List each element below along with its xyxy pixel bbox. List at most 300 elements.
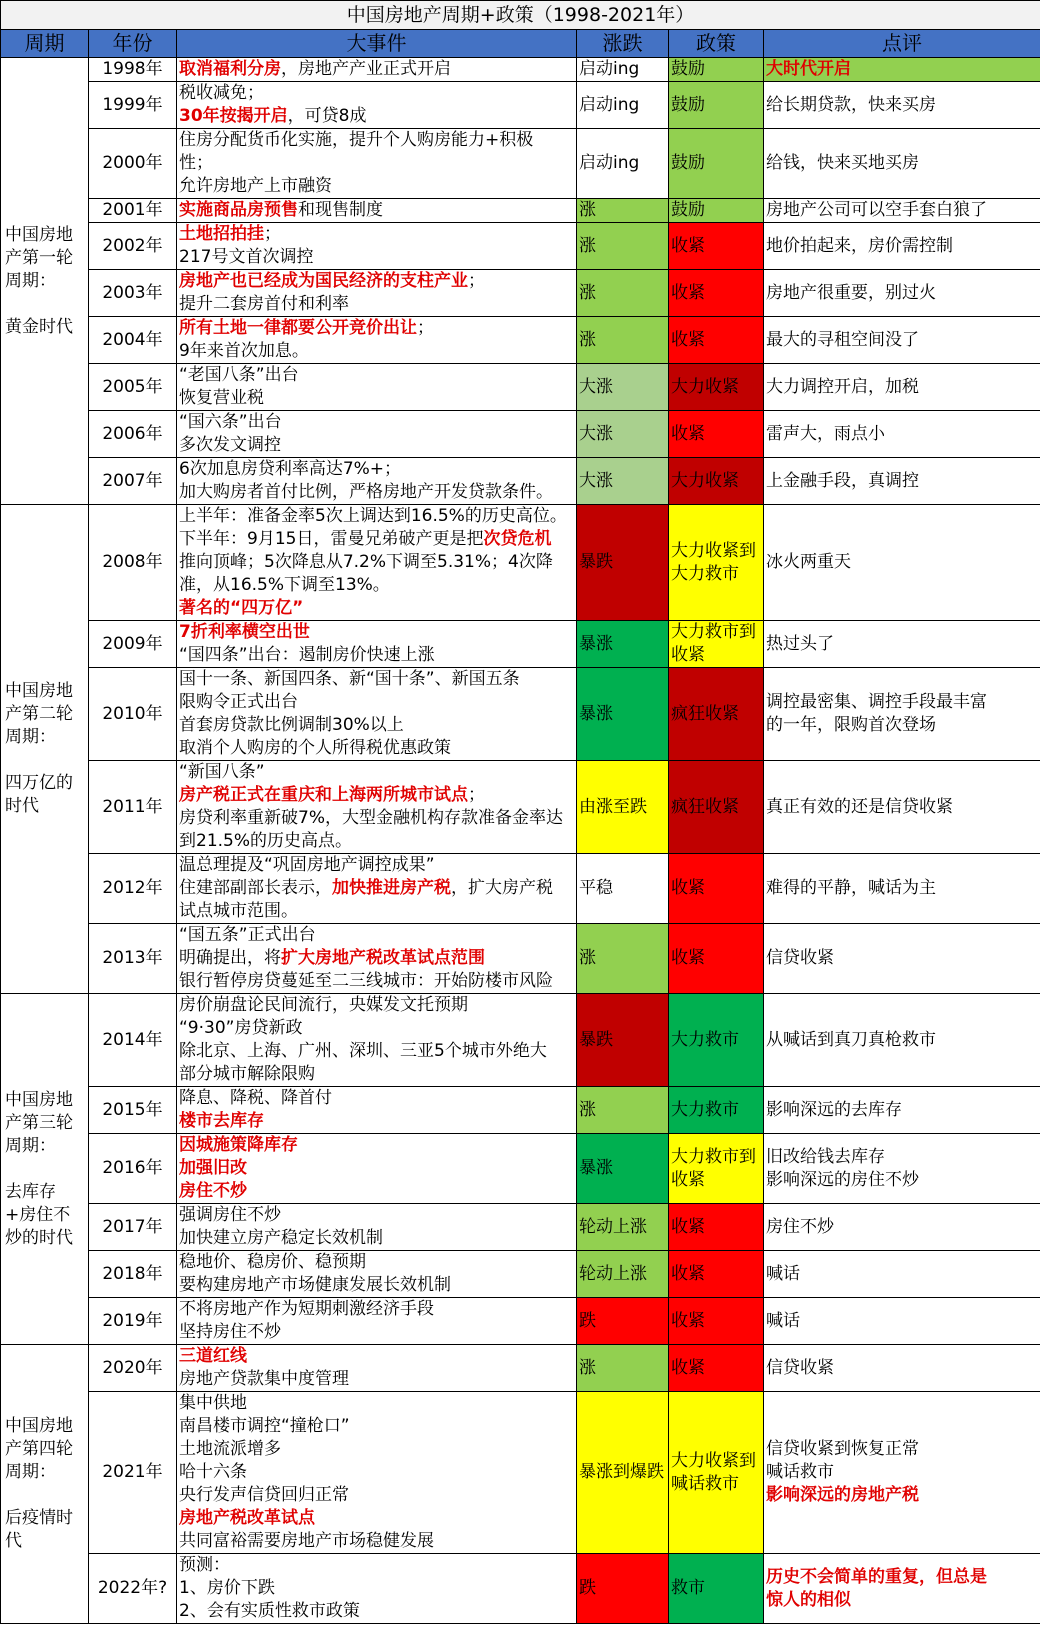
plain-text: 除北京、上海、广州、深圳、三亚5个城市外绝大: [179, 1041, 547, 1061]
highlighted-text: 房住不炒: [179, 1181, 247, 1201]
plain-text: “国六条”出台: [179, 412, 282, 432]
year-cell: 2020年: [89, 1345, 177, 1392]
comment-cell: [764, 1345, 1040, 1392]
trend-cell: 暴跌: [577, 994, 669, 1087]
plain-text: “9·30”房贷新政: [179, 1018, 303, 1038]
policy-cell: 大力救市: [669, 994, 764, 1087]
plain-text: 房贷利率重新破7%，大型金融机构存款准备金率达: [179, 808, 563, 828]
plain-text: 试点城市范围。: [179, 901, 298, 921]
header-trend: 涨跌: [577, 30, 669, 58]
trend-cell: 由涨至跌: [577, 761, 669, 854]
events-cell: [177, 621, 577, 668]
text-line: [179, 1554, 574, 1577]
plain-text: 提升二套房首付和利率: [179, 294, 349, 314]
comment-cell: [764, 270, 1040, 317]
trend-cell: 涨: [577, 317, 669, 364]
text-line: [766, 423, 1038, 446]
events-cell: [177, 364, 577, 411]
plain-text: 喊话救市: [766, 1462, 834, 1482]
trend-cell: 涨: [577, 1087, 669, 1134]
cycle-label: 中国房地产第一轮周期： 黄金时代: [5, 224, 73, 337]
text-line: [179, 364, 574, 387]
policy-cell: 鼓励: [669, 129, 764, 199]
plain-text: 温总理提及“巩固房地产调控成果”: [179, 855, 435, 875]
cycle-cell: [1, 1345, 89, 1624]
comment-cell: [764, 1251, 1040, 1298]
policy-cell: 收紧: [669, 1345, 764, 1392]
plain-text: 加快建立房产稳定长效机制: [179, 1228, 383, 1248]
table-row: [1, 58, 1040, 82]
plain-text: 房价崩盘论民间流行，央媒发文托预期: [179, 995, 468, 1015]
comment-cell: [764, 129, 1040, 199]
text-line: [766, 633, 1038, 656]
header-events: 大事件: [177, 30, 577, 58]
plain-text: “国五条”正式出台: [179, 925, 316, 945]
plain-text: 要构建房地产市场健康发展长效机制: [179, 1275, 451, 1295]
plain-text: 给长期贷款，快来买房: [766, 94, 936, 115]
text-line: [766, 470, 1038, 493]
table-row: [1, 1345, 1040, 1392]
plain-text: ；: [468, 271, 485, 291]
comment-cell: [764, 364, 1040, 411]
plain-text: 房地产贷款集中度管理: [179, 1369, 349, 1389]
text-line: [766, 796, 1038, 819]
text-line: [179, 82, 574, 105]
plain-text: 预测：: [179, 1555, 230, 1575]
plain-text: 不将房地产作为短期刺激经济手段: [179, 1299, 434, 1319]
plain-text: 首套房贷款比例调制30%以上: [179, 715, 404, 735]
events-cell: [177, 1134, 577, 1204]
plain-text: 南昌楼市调控“撞枪口”: [179, 1416, 350, 1436]
highlighted-text: 加强旧改: [179, 1158, 247, 1178]
policy-cell: 收紧: [669, 854, 764, 924]
comment-cell: [764, 1554, 1040, 1624]
policy-cell: 大力救市到收紧: [669, 1134, 764, 1204]
text-line: [179, 1274, 574, 1297]
text-line: [766, 714, 1038, 737]
policy-cell: 大力收紧: [669, 458, 764, 505]
plain-text: 和现售制度: [298, 200, 383, 220]
text-line: [179, 246, 574, 269]
plain-text: 地价拍起来，房价需控制: [766, 235, 953, 256]
trend-cell: 暴涨: [577, 1134, 669, 1204]
plain-text: 旧改给钱去库存: [766, 1146, 885, 1167]
year-cell: 1998年: [89, 58, 177, 82]
table-row: [1, 994, 1040, 1087]
plain-text: 信贷收紧: [766, 948, 834, 968]
comment-cell: [764, 994, 1040, 1087]
plain-text: 大力调控开启，加税: [766, 376, 919, 397]
plain-text: 住建部副部长表示，: [179, 878, 332, 898]
text-line: [179, 481, 574, 504]
text-line: [179, 1368, 574, 1391]
comment-cell: [764, 1087, 1040, 1134]
year-cell: 2004年: [89, 317, 177, 364]
plain-text: 房住不炒: [766, 1216, 834, 1237]
plain-text: 2、会有实质性救市政策: [179, 1601, 360, 1621]
text-line: [179, 784, 574, 807]
highlighted-text: 次贷危机: [483, 529, 552, 549]
comment-cell: [764, 458, 1040, 505]
text-line: [179, 737, 574, 760]
text-line: [766, 94, 1038, 117]
plain-text: ，扩大房产税: [451, 878, 553, 898]
plain-text: 多次发文调控: [179, 435, 281, 455]
text-line: [179, 900, 574, 923]
policy-cell: 收紧: [669, 924, 764, 994]
text-line: [766, 877, 1038, 900]
events-cell: [177, 129, 577, 199]
text-line: [179, 714, 574, 737]
text-line: [766, 1357, 1038, 1380]
trend-cell: 大涨: [577, 411, 669, 458]
table-row: [1, 1204, 1040, 1251]
text-line: [179, 105, 574, 128]
policy-cell: 疯狂收紧: [669, 668, 764, 761]
highlighted-text: 楼市去库存: [179, 1111, 264, 1131]
text-line: [179, 1577, 574, 1600]
plain-text: 真正有效的还是信贷收紧: [766, 796, 953, 817]
year-cell: 1999年: [89, 82, 177, 129]
text-line: [179, 551, 574, 574]
trend-cell: 涨: [577, 199, 669, 223]
trend-cell: 轮动上涨: [577, 1251, 669, 1298]
highlighted-text: 土地招拍挂: [179, 224, 264, 244]
trend-cell: 大涨: [577, 458, 669, 505]
plain-text: “国四条”出台：遏制房价快速上涨: [179, 645, 435, 665]
trend-cell: 启动ing: [577, 82, 669, 129]
plain-text: 难得的平静，喊话为主: [766, 878, 936, 898]
plain-text: 喊话: [766, 1310, 800, 1331]
events-cell: [177, 1087, 577, 1134]
text-line: [179, 924, 574, 947]
year-cell: 2015年: [89, 1087, 177, 1134]
text-line: [179, 994, 574, 1017]
plain-text: 9年来首次加息。: [179, 341, 309, 361]
policy-cell: 救市: [669, 1554, 764, 1624]
table-row: [1, 199, 1040, 223]
cycle-label: 中国房地产第三轮周期： 去库存+房住不炒的时代: [5, 1089, 73, 1248]
text-line: [179, 1600, 574, 1623]
plain-text: 从喊话到真刀真枪救市: [766, 1029, 936, 1050]
plain-text: 房地产公司可以空手套白狼了: [766, 200, 987, 220]
comment-cell: [764, 1392, 1040, 1554]
text-line: [179, 644, 574, 667]
events-cell: [177, 411, 577, 458]
text-line: [179, 1461, 574, 1484]
table-row: [1, 854, 1040, 924]
plain-text: 准，从16.5%下调至13%。: [179, 575, 390, 595]
cycle-cell: [1, 58, 89, 505]
text-line: [766, 376, 1038, 399]
highlighted-text: 大时代开启: [766, 59, 851, 79]
highlighted-text: 扩大房地产税改革试点范围: [281, 948, 485, 968]
table-row: [1, 621, 1040, 668]
text-line: [766, 1029, 1038, 1052]
text-line: [766, 1589, 1038, 1612]
plain-text: 热过头了: [766, 633, 834, 654]
events-cell: [177, 854, 577, 924]
events-cell: [177, 82, 577, 129]
header-year: 年份: [89, 30, 177, 58]
text-line: [766, 1216, 1038, 1239]
plain-text: 影响深远的去库存: [766, 1099, 902, 1120]
text-line: [179, 597, 574, 620]
text-line: [179, 199, 574, 222]
plain-text: 217号文首次调控: [179, 247, 314, 267]
text-line: [179, 58, 574, 81]
table-row: [1, 270, 1040, 317]
comment-cell: [764, 199, 1040, 223]
year-cell: 2021年: [89, 1392, 177, 1554]
text-line: [766, 551, 1038, 574]
plain-text: 冰火两重天: [766, 552, 851, 572]
policy-cell: 收紧: [669, 270, 764, 317]
year-cell: 2005年: [89, 364, 177, 411]
year-cell: 2017年: [89, 1204, 177, 1251]
text-line: [179, 761, 574, 784]
comment-cell: [764, 82, 1040, 129]
year-cell: 2013年: [89, 924, 177, 994]
year-cell: 2019年: [89, 1298, 177, 1345]
highlighted-text: 房地产也已经成为国民经济的支柱产业: [179, 271, 468, 291]
highlighted-text: 三道红线: [179, 1346, 247, 1366]
text-line: [179, 1530, 574, 1553]
text-line: [179, 1157, 574, 1180]
events-cell: [177, 58, 577, 82]
text-line: [766, 1263, 1038, 1286]
plain-text: 住房分配货币化实施，提升个人购房能力+积极: [179, 130, 534, 150]
cycle-label: 中国房地产第四轮周期： 后疫情时代: [5, 1416, 73, 1551]
text-line: [179, 528, 574, 551]
year-cell: 2002年: [89, 223, 177, 270]
comment-cell: [764, 505, 1040, 621]
comment-cell: [764, 854, 1040, 924]
text-line: [766, 1461, 1038, 1484]
plain-text: 性；: [179, 153, 213, 173]
text-line: [179, 223, 574, 246]
year-cell: 2000年: [89, 129, 177, 199]
header-policy: 政策: [669, 30, 764, 58]
policy-cell: 收紧: [669, 1298, 764, 1345]
plain-text: 下半年：9月15日，雷曼兄弟破产更是把: [179, 529, 484, 549]
text-line: [179, 1484, 574, 1507]
text-line: [179, 152, 574, 175]
plain-text: 恢复营业税: [179, 388, 264, 408]
trend-cell: 暴跌: [577, 505, 669, 621]
plain-text: 调控最密集、调控手段最丰富: [766, 692, 987, 712]
text-line: [179, 1204, 574, 1227]
comment-cell: [764, 621, 1040, 668]
text-line: [179, 411, 574, 434]
text-line: [179, 1063, 574, 1086]
text-line: [179, 854, 574, 877]
table-row: [1, 364, 1040, 411]
plain-text: 上金融手段，真调控: [766, 470, 919, 491]
plain-text: 坚持房住不炒: [179, 1322, 281, 1342]
policy-cell: 鼓励: [669, 199, 764, 223]
plain-text: 最大的寻租空间没了: [766, 329, 919, 350]
text-line: [766, 1099, 1038, 1122]
highlighted-text: 所有土地一律都要公开竞价出让: [179, 318, 417, 338]
text-line: [179, 1392, 574, 1415]
text-line: [179, 340, 574, 363]
events-cell: [177, 1554, 577, 1624]
policy-cell: 疯狂收紧: [669, 761, 764, 854]
plain-text: 到21.5%的历史高点。: [179, 831, 353, 851]
text-line: [179, 293, 574, 316]
highlighted-text: 房产税正式在重庆和上海两所城市试点: [179, 785, 468, 805]
events-cell: [177, 458, 577, 505]
text-line: [766, 235, 1038, 258]
year-cell: 2022年?: [89, 1554, 177, 1624]
highlighted-text: 房地产税改革试点: [179, 1508, 315, 1528]
table-row: [1, 761, 1040, 854]
plain-text: 共同富裕需要房地产市场稳健发展: [179, 1531, 434, 1551]
trend-cell: 启动ing: [577, 58, 669, 82]
table-row: [1, 223, 1040, 270]
plain-text: 部分城市解除限购: [179, 1064, 315, 1084]
events-cell: [177, 924, 577, 994]
text-line: [179, 1110, 574, 1133]
table-row: [1, 411, 1040, 458]
events-cell: [177, 668, 577, 761]
trend-cell: 涨: [577, 270, 669, 317]
plain-text: ；: [264, 224, 281, 244]
text-line: [179, 1507, 574, 1530]
table-row: [1, 924, 1040, 994]
events-cell: [177, 1345, 577, 1392]
comment-cell: [764, 1298, 1040, 1345]
policy-cell: 大力收紧到大力救市: [669, 505, 764, 621]
text-line: [179, 1345, 574, 1368]
plain-text: 信贷收紧: [766, 1357, 834, 1378]
table-row: [1, 1554, 1040, 1624]
table-row: [1, 505, 1040, 621]
header-comment: 点评: [764, 30, 1040, 58]
text-line: [179, 621, 574, 644]
trend-cell: 涨: [577, 1345, 669, 1392]
plain-text: 给钱，快来买地买房: [766, 153, 919, 173]
text-line: [179, 691, 574, 714]
text-line: [179, 1040, 574, 1063]
table-row: [1, 82, 1040, 129]
plain-text: 集中供地: [179, 1393, 247, 1413]
text-line: [766, 691, 1038, 714]
comment-cell: [764, 761, 1040, 854]
cycle-cell: [1, 505, 89, 994]
plain-text: ，可贷8成: [287, 106, 367, 126]
events-cell: [177, 1392, 577, 1554]
table-row: [1, 458, 1040, 505]
text-line: [179, 1180, 574, 1203]
plain-text: 影响深远的房住不炒: [766, 1169, 919, 1190]
text-line: [179, 387, 574, 410]
plain-text: 6次加息房贷利率高达7%+；: [179, 459, 402, 479]
text-line: [179, 1321, 574, 1344]
text-line: [179, 175, 574, 198]
text-line: [179, 129, 574, 152]
text-line: [179, 807, 574, 830]
text-line: [179, 1087, 574, 1110]
plain-text: 限购令正式出台: [179, 692, 298, 712]
table-row: [1, 1392, 1040, 1554]
policy-cell: 鼓励: [669, 58, 764, 82]
plain-text: 喊话: [766, 1263, 800, 1284]
cycle-label: 中国房地产第二轮周期： 四万亿的时代: [5, 681, 73, 816]
plain-text: 雷声大，雨点小: [766, 423, 885, 444]
events-cell: [177, 1204, 577, 1251]
policy-cell: 收紧: [669, 317, 764, 364]
plain-text: ；: [468, 785, 485, 805]
plain-text: 降息、降税、降首付: [179, 1088, 332, 1108]
plain-text: 强调房住不炒: [179, 1205, 281, 1225]
text-line: [179, 830, 574, 853]
plain-text: 1、房价下跌: [179, 1578, 275, 1598]
plain-text: ；: [417, 318, 434, 338]
highlighted-text: 7折利率横空出世: [179, 622, 310, 642]
trend-cell: 大涨: [577, 364, 669, 411]
text-line: [179, 574, 574, 597]
trend-cell: 平稳: [577, 854, 669, 924]
header-row: [1, 30, 1040, 58]
year-cell: 2010年: [89, 668, 177, 761]
year-cell: 2003年: [89, 270, 177, 317]
policy-cell: 大力救市到收紧: [669, 621, 764, 668]
year-cell: 2018年: [89, 1251, 177, 1298]
table-row: [1, 668, 1040, 761]
plain-text: 推向顶峰；5次降息从7.2%下调至5.31%；4次降: [179, 552, 553, 572]
text-line: [766, 1438, 1038, 1461]
policy-cell: 大力救市: [669, 1087, 764, 1134]
policy-cell: 收紧: [669, 1251, 764, 1298]
trend-cell: 跌: [577, 1554, 669, 1624]
trend-cell: 轮动上涨: [577, 1204, 669, 1251]
trend-cell: 启动ing: [577, 129, 669, 199]
plain-text: “新国八条”: [179, 762, 265, 782]
text-line: [766, 282, 1038, 305]
text-line: [179, 317, 574, 340]
highlighted-text: 惊人的相似: [766, 1589, 851, 1610]
plain-text: 哈十六条: [179, 1462, 247, 1482]
trend-cell: 暴涨到爆跌: [577, 1392, 669, 1554]
plain-text: 土地流派增多: [179, 1439, 281, 1459]
policy-cell: 大力收紧到喊话救市: [669, 1392, 764, 1554]
events-cell: [177, 994, 577, 1087]
trend-cell: 涨: [577, 223, 669, 270]
trend-cell: 暴涨: [577, 621, 669, 668]
text-line: [766, 1169, 1038, 1192]
text-line: [179, 1415, 574, 1438]
text-line: [766, 1566, 1038, 1589]
year-cell: 2006年: [89, 411, 177, 458]
policy-cell: 收紧: [669, 223, 764, 270]
text-line: [179, 434, 574, 457]
plain-text: ，房地产产业正式开启: [281, 59, 451, 79]
plain-text: 稳地价、稳房价、稳预期: [179, 1252, 366, 1272]
events-cell: [177, 317, 577, 364]
text-line: [179, 505, 574, 528]
text-line: [766, 199, 1038, 222]
text-line: [179, 1438, 574, 1461]
trend-cell: 暴涨: [577, 668, 669, 761]
year-cell: 2001年: [89, 199, 177, 223]
events-cell: [177, 505, 577, 621]
events-cell: [177, 270, 577, 317]
text-line: [179, 1251, 574, 1274]
plain-text: 税收减免；: [179, 83, 264, 103]
text-line: [179, 877, 574, 900]
